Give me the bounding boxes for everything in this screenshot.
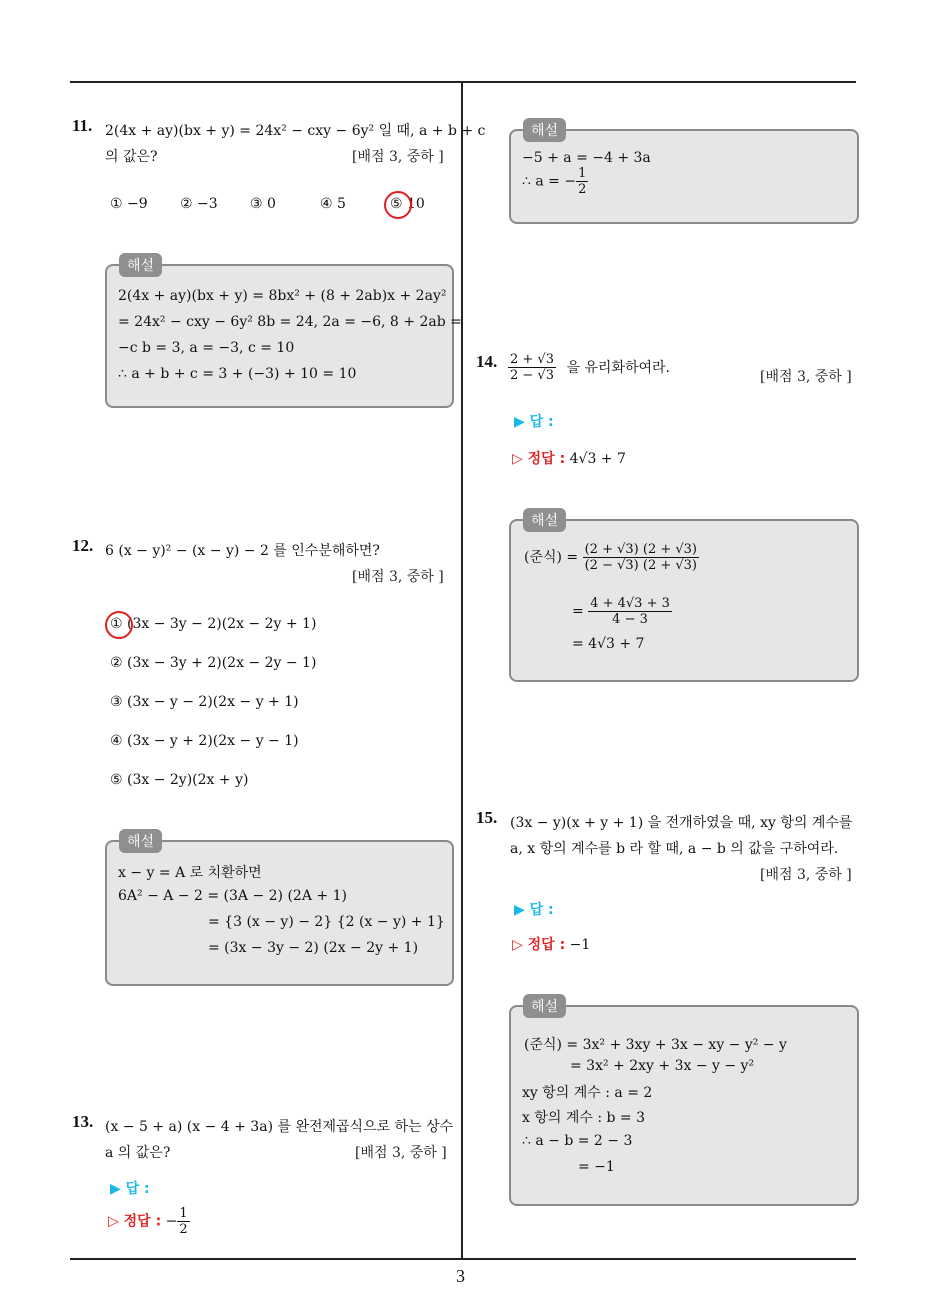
fraction-denominator: 2 bbox=[179, 1222, 188, 1237]
score-meta: [배점 3, 중하 ] bbox=[352, 569, 444, 585]
question-stem-fraction bbox=[508, 352, 670, 383]
solution-line: 6A² − A − 2 = (3A − 2) (2A + 1) bbox=[118, 888, 347, 904]
bottom-rule bbox=[70, 1258, 856, 1260]
correct-fraction bbox=[177, 1206, 189, 1237]
column-divider bbox=[461, 83, 463, 1259]
choice-4[interactable]: ④ (3x − y + 2)(2x − y − 1) bbox=[110, 733, 299, 749]
solution-prefix: ∴ a = − bbox=[522, 173, 577, 190]
fraction-denominator: 4 − 3 bbox=[612, 612, 648, 627]
solution-lhs: (준식) = bbox=[524, 549, 579, 566]
question-number: 13. bbox=[72, 1112, 94, 1131]
score-meta: [배점 3, 중하 ] bbox=[760, 369, 852, 385]
correct-answer-row bbox=[108, 1206, 190, 1237]
question-stem: (x − 5 + a) (x − 4 + 3a) 를 완전제곱식으로 하는 상수 bbox=[105, 1119, 454, 1135]
fraction-denominator: (2 − √3) (2 + √3) bbox=[584, 558, 697, 573]
fraction-numerator: 2 + √3 bbox=[510, 352, 554, 367]
choice-3[interactable]: ③ (3x − y − 2)(2x − y + 1) bbox=[110, 694, 299, 710]
solution-fraction bbox=[576, 166, 588, 197]
solution-line: ∴ a + b + c = 3 + (−3) + 10 = 10 bbox=[118, 366, 357, 382]
solution-tag: 해설 bbox=[523, 118, 566, 142]
question-stem: 2(4x + ay)(bx + y) = 24x² − cxy − 6y² 일 때, a + b + c bbox=[105, 123, 486, 139]
choice-1[interactable]: ① (3x − 3y − 2)(2x − 2y + 1) bbox=[110, 616, 317, 632]
solution-line: = (3x − 3y − 2) (2x − 2y + 1) bbox=[208, 940, 419, 956]
choice-3[interactable]: ③ 0 bbox=[250, 196, 276, 212]
solution-line: −5 + a = −4 + 3a bbox=[522, 150, 651, 166]
question-number: 11. bbox=[72, 116, 93, 135]
score-meta: [배점 3, 중하 ] bbox=[760, 867, 852, 883]
correct-label: ▷ 정답 : bbox=[512, 451, 566, 467]
correct-answer-row bbox=[512, 448, 626, 468]
solution-line: = −1 bbox=[578, 1159, 615, 1175]
score-meta: [배점 3, 중하 ] bbox=[355, 1145, 447, 1161]
solution-line: = 4√3 + 7 bbox=[572, 636, 645, 652]
question-number: 15. bbox=[476, 808, 498, 827]
solution-line: ∴ a − b = 2 − 3 bbox=[522, 1133, 633, 1149]
solution-line: = $\frac{4 + 4√3 + 3}{4 - 3}$ bbox=[572, 596, 670, 627]
answer-label: ▶ 답 : bbox=[514, 414, 554, 430]
fraction-numerator: 1 bbox=[179, 1206, 188, 1221]
solution-line: 2(4x + ay)(bx + y) = 8bx² + (8 + 2ab)x + 2ay² bbox=[118, 288, 447, 304]
choice-2[interactable]: ② −3 bbox=[180, 196, 218, 212]
solution-line: (준식) = 3x² + 3xy + 3x − xy − y² − y bbox=[524, 1037, 787, 1053]
solution-line: xy 항의 계수 : a = 2 bbox=[522, 1085, 653, 1101]
solution-line bbox=[524, 542, 699, 573]
solution-fraction-2 bbox=[588, 596, 672, 627]
question-number: 12. bbox=[72, 536, 94, 555]
solution-line: = 24x² − cxy − 6y² 8b = 24, 2a = −6, 8 + 2ab = bbox=[118, 314, 462, 330]
answer-label: ▶ 답 : bbox=[110, 1181, 150, 1197]
top-rule bbox=[70, 81, 856, 83]
fraction-numerator: 1 bbox=[578, 166, 587, 181]
correct-mark-circle bbox=[384, 191, 412, 219]
fraction-numerator: (2 + √3) (2 + √3) bbox=[584, 542, 697, 557]
solution-line: x 항의 계수 : b = 3 bbox=[522, 1110, 646, 1126]
solution-tag: 해설 bbox=[523, 994, 566, 1018]
question-stem-cont: 의 값은? bbox=[105, 149, 158, 165]
choice-4[interactable]: ④ 5 bbox=[320, 196, 346, 212]
solution-fraction-1 bbox=[583, 542, 699, 573]
solution-tag: 해설 bbox=[119, 829, 162, 853]
solution-box bbox=[105, 264, 454, 408]
page-number: 3 bbox=[456, 1266, 465, 1286]
choice-1[interactable]: ① −9 bbox=[110, 196, 148, 212]
choice-2[interactable]: ② (3x − 3y + 2)(2x − 2y − 1) bbox=[110, 655, 317, 671]
score-meta: [배점 3, 중하 ] bbox=[352, 149, 444, 165]
answer-label: ▶ 답 : bbox=[514, 902, 554, 918]
correct-sign: − bbox=[165, 1213, 178, 1230]
solution-line: −c b = 3, a = −3, c = 10 bbox=[118, 340, 295, 356]
choice-5[interactable]: ⑤ 10 bbox=[390, 196, 425, 212]
question-stem: 을 유리화하여라. bbox=[566, 359, 671, 376]
question-stem-cont: a, x 항의 계수를 b 라 할 때, a − b 의 값을 구하여라. bbox=[510, 841, 839, 857]
fraction-denominator: 2 − √3 bbox=[510, 368, 554, 383]
solution-line bbox=[522, 166, 588, 197]
question-stem: (3x − y)(x + y + 1) 을 전개하였을 때, xy 항의 계수를 bbox=[510, 815, 853, 831]
correct-value: 4√3 + 7 bbox=[569, 451, 626, 467]
correct-value: −1 bbox=[569, 937, 591, 953]
fraction-numerator: 4 + 4√3 + 3 bbox=[590, 596, 670, 611]
correct-label: ▷ 정답 : bbox=[512, 937, 566, 953]
solution-tag: 해설 bbox=[119, 253, 162, 277]
solution-tag: 해설 bbox=[523, 508, 566, 532]
solution-line: = 3x² + 2xy + 3x − y − y² bbox=[570, 1058, 755, 1074]
question-number: 14. bbox=[476, 352, 498, 371]
correct-answer-row bbox=[512, 934, 590, 954]
correct-label: ▷ 정답 : bbox=[108, 1213, 162, 1230]
correct-mark-circle bbox=[105, 611, 133, 639]
solution-line: x − y = A 로 치환하면 bbox=[118, 865, 262, 881]
question-stem: 6 (x − y)² − (x − y) − 2 를 인수분해하면? bbox=[105, 543, 380, 559]
question-fraction bbox=[508, 352, 556, 383]
question-stem-cont: a 의 값은? bbox=[105, 1145, 171, 1161]
fraction-denominator: 2 bbox=[578, 182, 587, 197]
solution-line: = {3 (x − y) − 2} {2 (x − y) + 1} bbox=[208, 914, 445, 930]
choice-5[interactable]: ⑤ (3x − 2y)(2x + y) bbox=[110, 772, 249, 788]
